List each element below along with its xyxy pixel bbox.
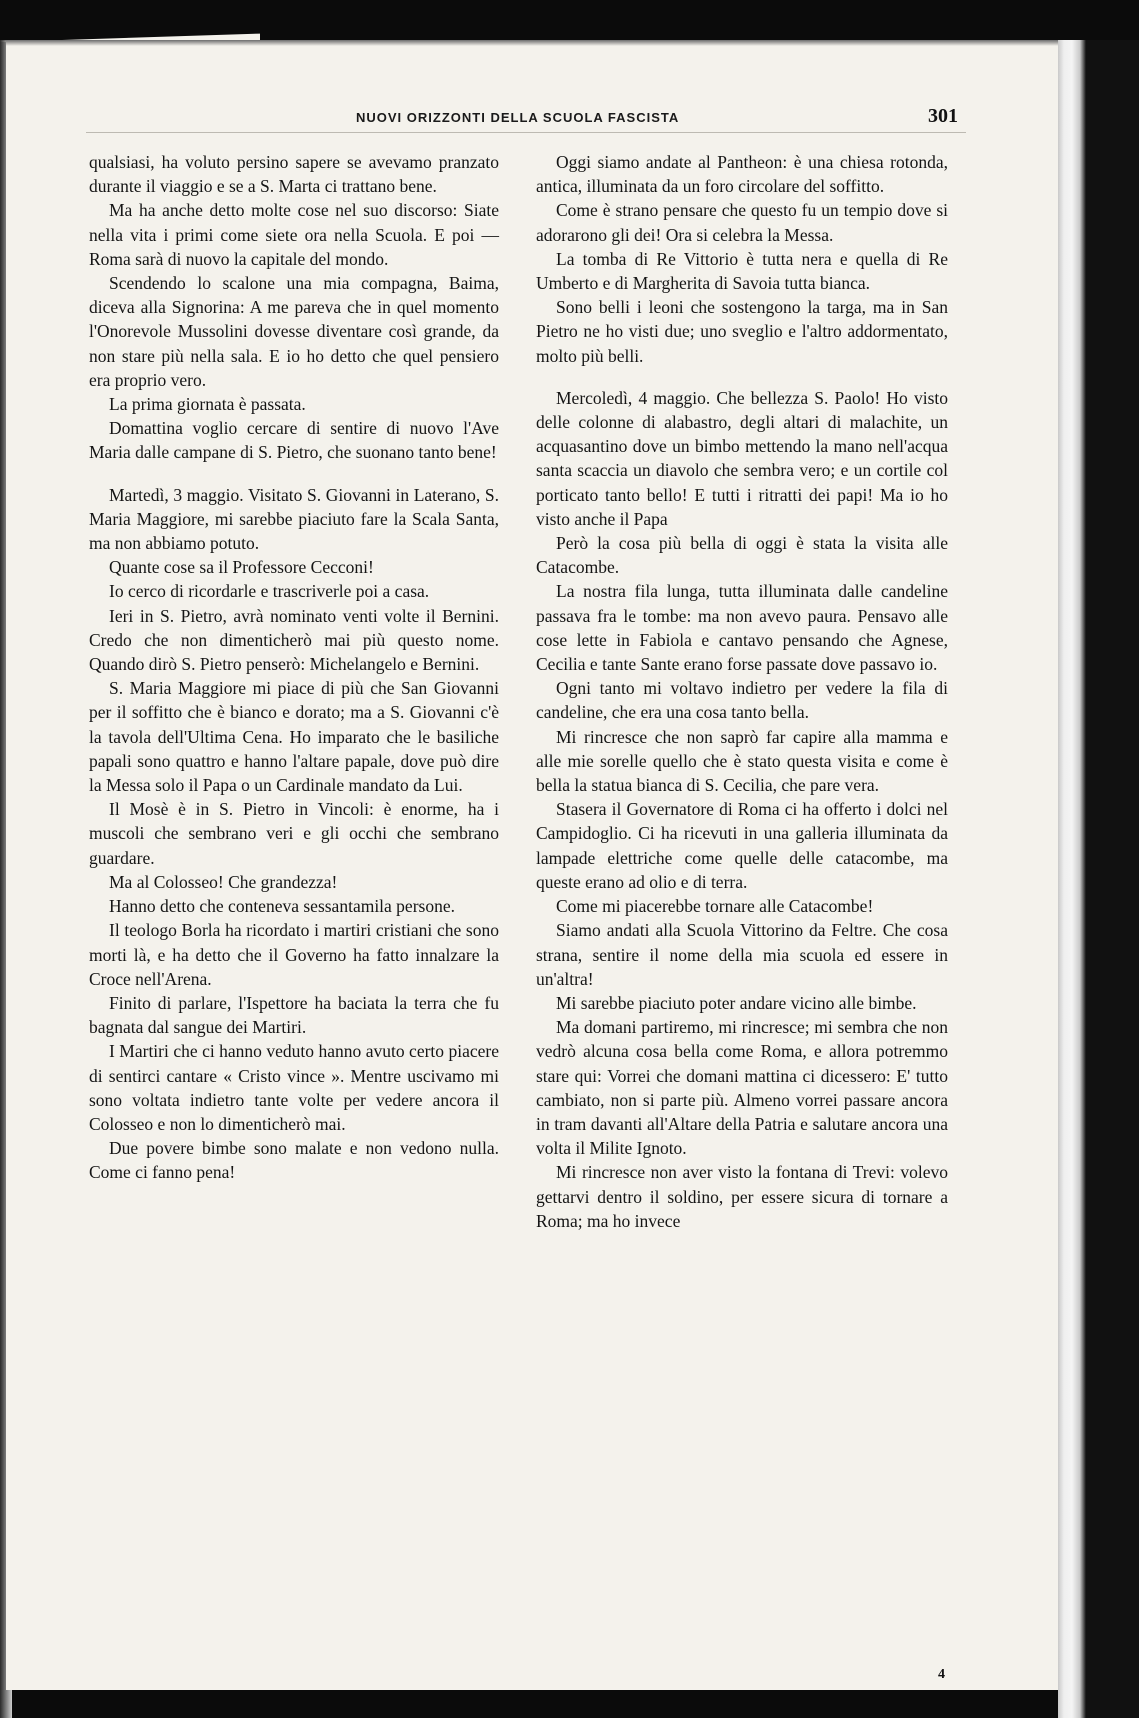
paragraph: Ma ha anche detto molte cose nel suo discorso: Siate nella vita i primi come siete ora nella Scuola. E poi — Roma sarà di nuovo la capitale del mondo.: [89, 200, 499, 269]
left-column: [89, 150, 499, 1185]
paragraph: qualsiasi, ha voluto persino sapere se avevamo pranzato durante il viaggio e se a S. Marta ci trattano bene.: [89, 152, 499, 197]
paragraph: Quante cose sa il Professore Cecconi!: [109, 557, 374, 578]
paragraph: Però la cosa più bella di oggi è stata la visita alle Catacombe.: [536, 533, 948, 578]
page-header: [86, 102, 966, 133]
paragraph: Mi rincresce non aver visto la fontana di Trevi: volevo gettarvi dentro il soldino, per essere sicura di tornare a Roma; ma ho invece: [536, 1162, 948, 1231]
paragraph: Il Mosè è in S. Pietro in Vincoli: è enorme, ha i muscoli che sembrano veri e gli occhi che sembrano guardare.: [89, 799, 499, 868]
page-right-edge: [1058, 40, 1139, 1718]
paragraph: Ma domani partiremo, mi rincresce; mi sembra che non vedrò alcuna cosa bella come Roma, e allora potremmo stare qui: Vorrei che domani mattina ci dicessero: E' tutto cambiato, non si parte più. Almeno vorrei passare ancora in tram davanti all'Altare della Patria e salutare ancora una volta il Milite Ignoto.: [536, 1017, 948, 1159]
paragraph: I Martiri che ci hanno veduto hanno avuto certo piacere di sentirci cantare « Cristo vince ». Mentre uscivamo mi sono voltata indietro tante volte per vedere ancora il Colosseo e non lo dimenticherò mai.: [89, 1041, 499, 1134]
paragraph: Domattina voglio cercare di sentire di nuovo l'Ave Maria dalle campane di S. Pietro, che suonano tanto bene!: [89, 418, 499, 463]
signature-mark: 4: [938, 1667, 945, 1682]
paragraph: Due povere bimbe sono malate e non vedono nulla. Come ci fanno pena!: [89, 1138, 499, 1183]
paragraph: Come mi piacerebbe tornare alle Catacombe!: [556, 896, 874, 917]
paragraph: Scendendo lo scalone una mia compagna, Baima, diceva alla Signorina: A me pareva che in quel momento l'Onorevole Mussolini dovesse diventare così grande, da non stare più nella sala. E io ho detto che quel pensiero era proprio vero.: [89, 273, 499, 390]
paragraph: Ieri in S. Pietro, avrà nominato venti volte il Bernini. Credo che non dimenticherò mai più questo nome. Quando dirò S. Pietro penserò: Michelangelo e Bernini.: [89, 605, 499, 675]
paragraph: Oggi siamo andate al Pantheon: è una chiesa rotonda, antica, illuminata da un foro circolare del soffitto.: [536, 152, 948, 197]
paragraph: La nostra fila lunga, tutta illuminata dalle candeline passava fra le tombe: ma non avevo paura. Pensavo alle cose lette in Fabiola e cantavo pensando che Agnese, Cecilia e tante Sante erano forse passate dove passavo io.: [536, 581, 948, 675]
paragraph: S. Maria Maggiore mi piace di più che San Giovanni per il soffitto che è bianco e dorato; ma a S. Giovanni c'è la tavola dell'Ultima Cena. Ho imparato che le basiliche papali sono quattro e hanno l'altare papale, dove può dire la Messa solo il Papa o un Cardinale mandato da Lui.: [89, 678, 499, 796]
page-number: 301: [928, 105, 958, 127]
paragraph: Stasera il Governatore di Roma ci ha offerto i dolci nel Campidoglio. Ci ha ricevuti in una galleria illuminata da lampade elettriche come quelle delle catacombe, ma queste erano ad olio e di terra.: [536, 799, 948, 892]
paragraph: Il teologo Borla ha ricordato i martiri cristiani che sono morti là, e ha detto che il Governo ha fatto innalzare la Croce nell'Arena.: [89, 920, 499, 989]
paragraph: Siamo andati alla Scuola Vittorino da Feltre. Che cosa strana, sentire il nome della mia scuola ed essere in un'altra!: [536, 920, 948, 989]
page-corner: [0, 0, 260, 42]
book-page: [6, 40, 1058, 1690]
paragraph: Finito di parlare, l'Ispettore ha baciata la terra che fu bagnata dal sangue dei Martiri.: [89, 992, 499, 1038]
running-title: NUOVI ORIZZONTI DELLA SCUOLA FASCISTA: [356, 110, 680, 125]
paragraph-dated-entry: Martedì, 3 maggio. Visitato S. Giovanni in Laterano, S. Maria Maggiore, mi sarebbe piaciuto fare la Scala Santa, ma non abbiamo potuto.: [89, 484, 499, 554]
paragraph-dated-entry: Mercoledì, 4 maggio. Che bellezza S. Paolo! Ho visto delle colonne di alabastro, degli altari di malachite, un acquasantino dove un bimbo mettendo la mano nell'acqua santa scaccia un diavolo che sembra vero; e un cortile col porticato tanto bello! E tutti i ritratti dei papi! Ma io ho visto anche il Papa: [536, 387, 948, 529]
right-column: [536, 150, 948, 1233]
paragraph: Ma al Colosseo! Che grandezza!: [109, 871, 338, 892]
paragraph: La tomba di Re Vittorio è tutta nera e quella di Re Umberto e di Margherita di Savoia tutta bianca.: [536, 248, 948, 294]
paragraph: Hanno detto che conteneva sessantamila persone.: [109, 896, 455, 917]
paragraph: La prima giornata è passata.: [109, 394, 306, 415]
paragraph: Come è strano pensare che questo fu un tempio dove si adorarono gli dei! Ora si celebra la Messa.: [536, 200, 948, 245]
paragraph: Sono belli i leoni che sostengono la targa, ma in San Pietro ne ho visti due; uno sveglio e l'altro addormentato, molto più belli.: [536, 297, 948, 366]
paragraph: Ogni tanto mi voltavo indietro per vedere la fila di candeline, che era una cosa tanto bella.: [536, 678, 948, 723]
paragraph: Mi sarebbe piaciuto poter andare vicino alle bimbe.: [556, 992, 917, 1013]
paragraph: Mi rincresce che non saprò far capire alla mamma e alle mie sorelle quello che è stato questa visita e come è bella la statua bianca di S. Cecilia, che pare vera.: [536, 726, 948, 796]
paragraph: Io cerco di ricordarle e trascriverle poi a casa.: [109, 581, 430, 602]
